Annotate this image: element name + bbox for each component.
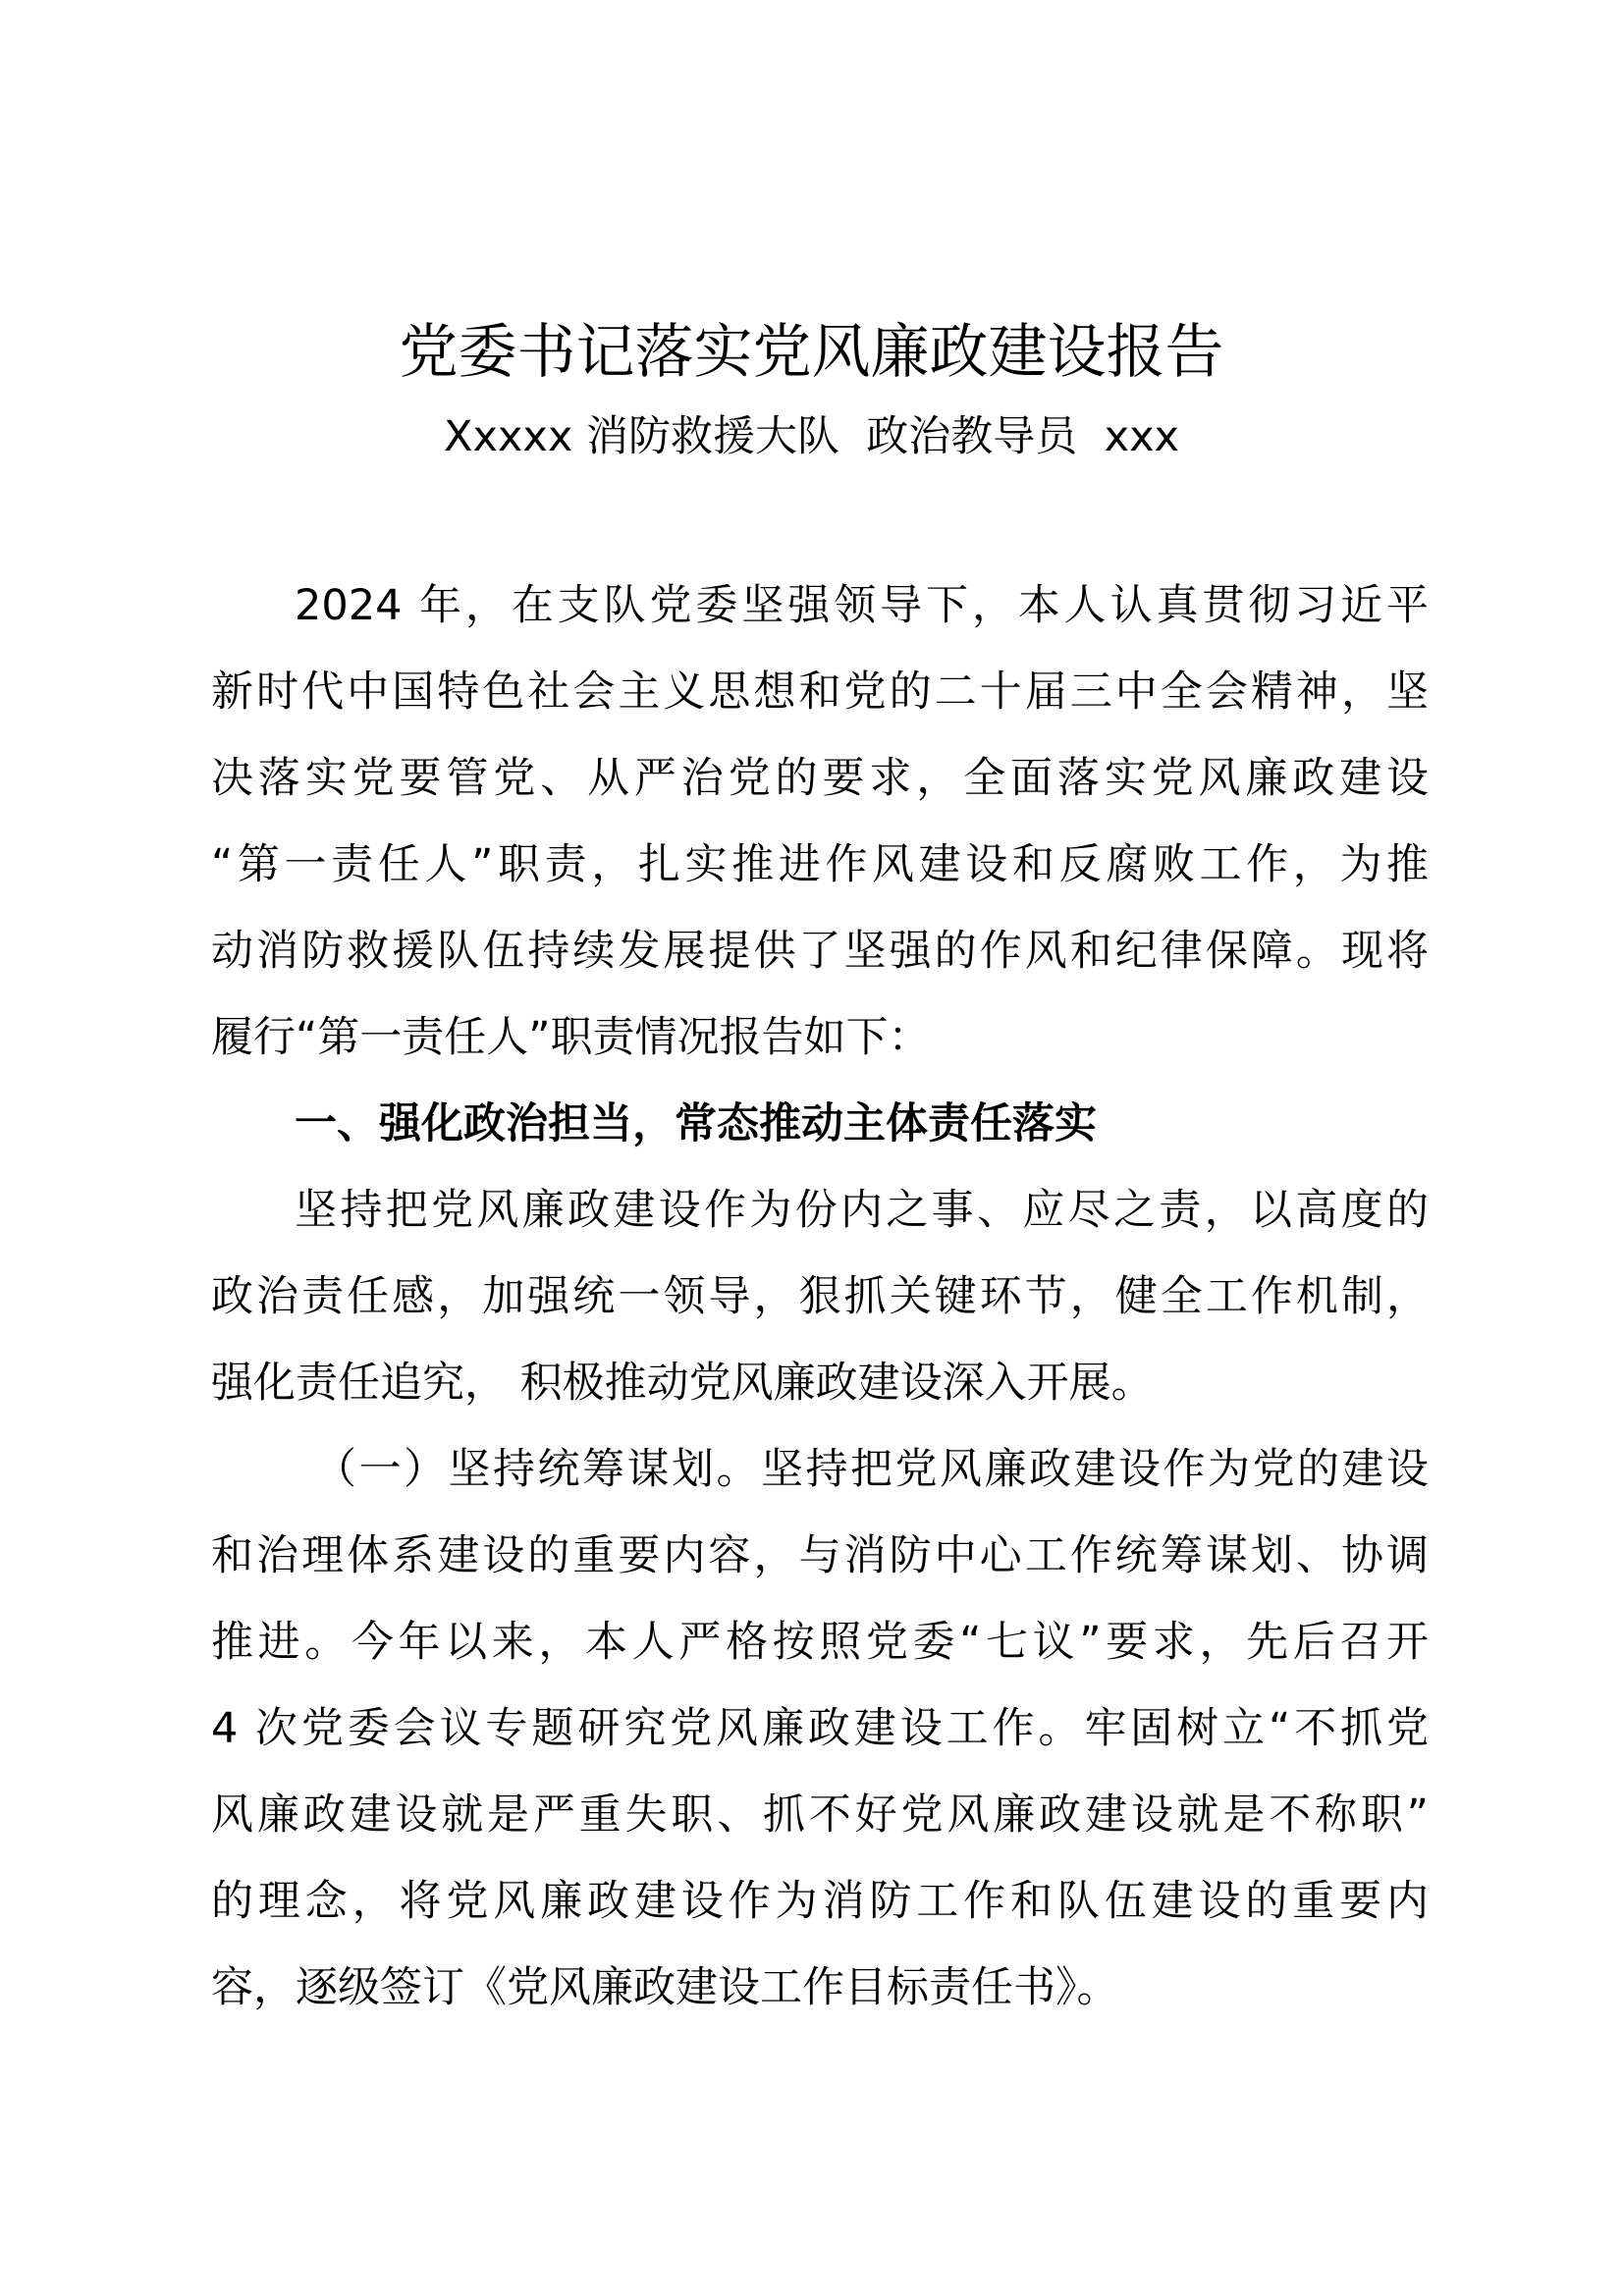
paragraph-line: 4 次党委会议专题研究党风廉政建设工作。牢固树立“不抓党 <box>211 1704 1429 1753</box>
paragraph-line: 动消防救援队伍持续发展提供了坚强的作风和纪律保障。现将 <box>211 927 1429 976</box>
paragraph-line: 政治责任感，加强统一领导，狠抓关键环节，健全工作机制， <box>211 1272 1429 1321</box>
paragraph-line: （一）坚持统筹谋划。坚持把党风廉政建设作为党的建设 <box>314 1445 1429 1494</box>
paragraph-line: 推进。今年以来，本人严格按照党委“七议”要求，先后召开 <box>211 1618 1429 1667</box>
paragraph-line: 强化责任追究， 积极推动党风廉政建设深入开展。 <box>211 1359 1154 1408</box>
paragraph-line: “第一责任人”职责，扎实推进作风建设和反腐败工作，为推 <box>211 840 1429 889</box>
paragraph-line: 履行“第一责任人”职责情况报告如下： <box>211 1013 931 1062</box>
paragraph-line: 决落实党要管党、从严治党的要求，全面落实党风廉政建设 <box>211 754 1429 803</box>
document-subtitle: Xxxxx 消防救援大队 政治教导员 xxx <box>444 412 1179 461</box>
document-title: 党委书记落实党风廉政建设报告 <box>399 318 1224 387</box>
paragraph-line: 的理念，将党风廉政建设作为消防工作和队伍建设的重要内 <box>211 1877 1429 1926</box>
paragraph-line: 容，逐级签订《党风廉政建设工作目标责任书》。 <box>211 1963 1119 2012</box>
paragraph-line: 风廉政建设就是严重失职、抓不好党风廉政建设就是不称职” <box>211 1790 1429 1840</box>
section-heading: 一、强化政治担当，常态推动主体责任落实 <box>295 1099 1097 1148</box>
paragraph-line: 坚持把党风廉政建设作为份内之事、应尽之责，以高度的 <box>295 1186 1429 1235</box>
paragraph-line: 新时代中国特色社会主义思想和党的二十届三中全会精神，坚 <box>211 667 1429 717</box>
paragraph-line: 和治理体系建设的重要内容，与消防中心工作统筹谋划、协调 <box>211 1531 1429 1580</box>
paragraph-line: 2024 年，在支队党委坚强领导下，本人认真贯彻习近平 <box>295 581 1429 630</box>
